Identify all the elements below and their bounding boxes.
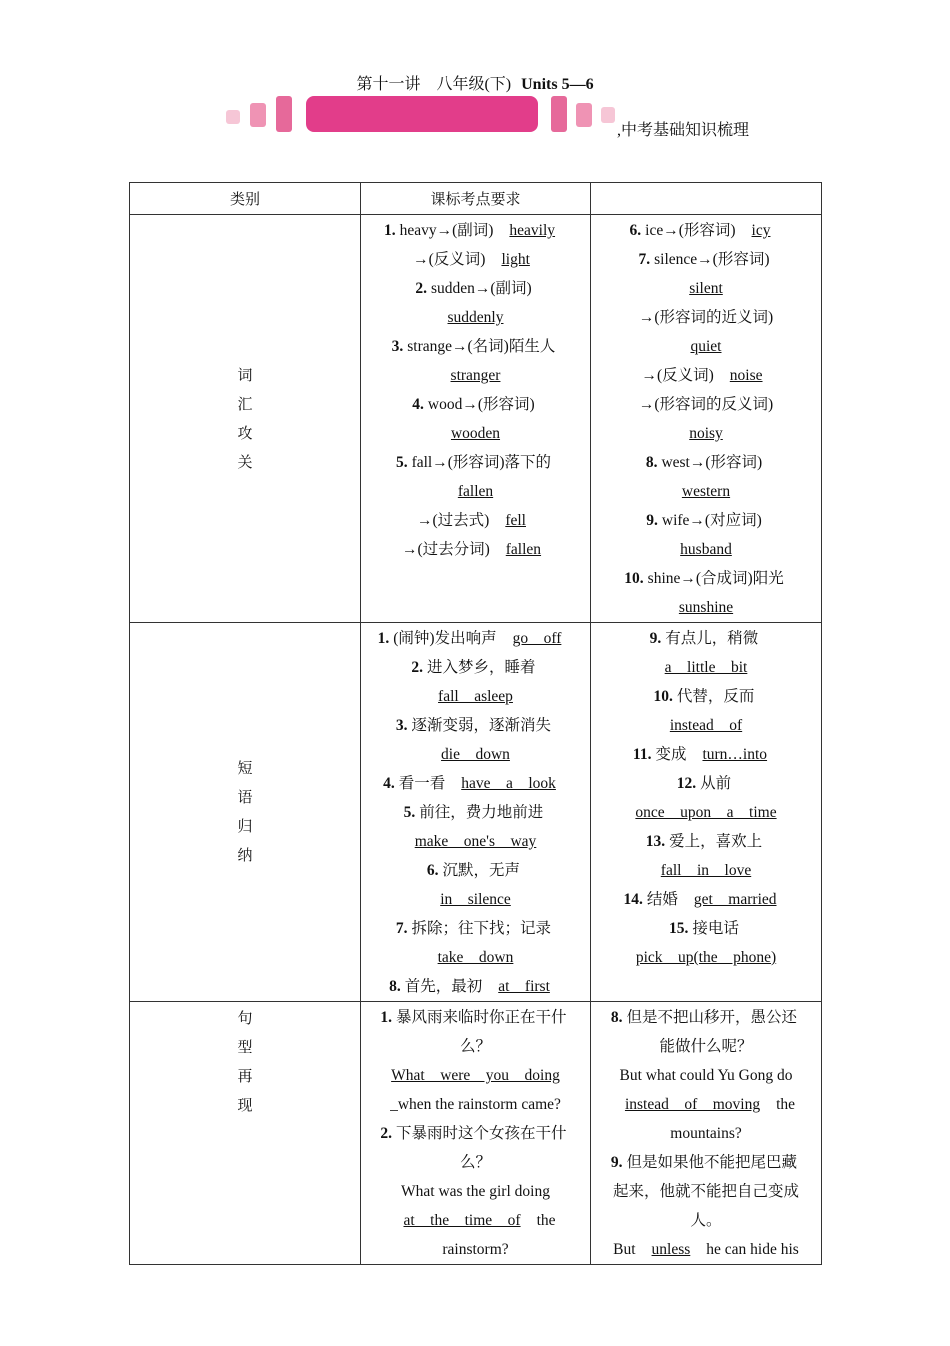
item-text: 逐渐变弱，逐渐消失 xyxy=(411,717,552,734)
item-number: 13. xyxy=(645,833,666,850)
content-line xyxy=(367,1032,584,1061)
item-number: 4. xyxy=(412,396,424,413)
header-category: 类别 xyxy=(130,183,361,215)
banner-square xyxy=(250,103,266,127)
item-text: ice→(形容词) xyxy=(645,222,736,239)
answer-blank: go off xyxy=(512,630,562,647)
content-line xyxy=(597,1061,815,1090)
content-line xyxy=(367,1003,584,1032)
item-number: 8. xyxy=(610,1009,623,1026)
units-title: Units 5—6 xyxy=(521,76,594,93)
category-cell xyxy=(130,1002,361,1265)
answer-blank: western xyxy=(681,483,731,500)
answer-blank: fallen xyxy=(505,541,542,558)
content-cell-right xyxy=(591,623,822,1002)
category-char: 型 xyxy=(237,1038,253,1056)
content-line xyxy=(597,1148,815,1177)
item-text: →(反义词) xyxy=(413,251,486,268)
item-text: 有点儿，稍微 xyxy=(665,630,759,647)
content-line xyxy=(367,1235,584,1264)
item-text: 但是如果他不能把尾巴藏 xyxy=(626,1154,798,1171)
category-char: 句 xyxy=(237,1009,253,1027)
answer-blank: instead of xyxy=(669,717,743,734)
content-line xyxy=(367,1061,584,1090)
item-number: 10. xyxy=(653,688,673,705)
table-row xyxy=(130,623,822,1002)
item-text: What was the girl doing xyxy=(401,1183,550,1200)
content-line xyxy=(597,593,815,622)
banner-square xyxy=(601,107,615,123)
item-text: →(反义词) xyxy=(641,367,714,384)
item-number: 2. xyxy=(411,659,424,676)
section-label: ,中考基础知识梳理 xyxy=(617,122,750,139)
item-number: 3. xyxy=(391,338,404,355)
item-text: →(形容词的近义词) xyxy=(638,309,774,326)
item-number: 9. xyxy=(649,630,662,647)
item-text-after: the xyxy=(536,1212,556,1229)
category-char: 现 xyxy=(237,1096,253,1114)
header-requirements: 课标考点要求 xyxy=(361,183,591,215)
content-line xyxy=(597,711,815,740)
item-text: 首先，最初 xyxy=(404,978,483,995)
content-line xyxy=(367,798,584,827)
content-line xyxy=(367,711,584,740)
item-text: 看一看 xyxy=(398,775,446,792)
answer-blank: have a look xyxy=(461,775,556,792)
item-text: 结婚 xyxy=(646,891,678,908)
item-text: 变成 xyxy=(655,746,687,763)
answer-blank: at first xyxy=(498,978,550,995)
answer-blank: stranger xyxy=(450,367,501,384)
table-row xyxy=(130,215,822,623)
header-blank xyxy=(591,183,822,215)
item-number: 6. xyxy=(629,222,642,239)
content-line xyxy=(597,332,815,361)
item-text: 沉默，无声 xyxy=(442,862,521,879)
answer-blank: make one's way xyxy=(414,833,537,850)
answer-blank: fall asleep xyxy=(438,688,513,705)
item-number: 6. xyxy=(426,862,439,879)
item-number: 3. xyxy=(395,717,408,734)
item-number: 1. xyxy=(380,1009,393,1026)
category-char: 词 xyxy=(237,365,253,384)
item-number: 1. xyxy=(383,222,396,239)
content-line xyxy=(597,245,815,274)
table-header-row xyxy=(130,183,822,215)
content-line xyxy=(597,682,815,711)
category-cell xyxy=(130,215,361,623)
item-text: 拆除；往下找；记录 xyxy=(411,920,552,937)
content-line xyxy=(367,1177,584,1206)
item-text: fall→(形容词)落下的 xyxy=(411,454,552,471)
item-text: But what could Yu Gong do xyxy=(619,1067,793,1084)
content-cell-left xyxy=(361,215,591,623)
item-text: (闹钟)发出响声 xyxy=(393,630,497,647)
content-line xyxy=(367,653,584,682)
banner-square xyxy=(551,96,567,132)
item-text: 人。 xyxy=(690,1212,722,1229)
answer-blank: turn…into xyxy=(702,746,768,763)
content-line xyxy=(597,1032,815,1061)
content-line xyxy=(367,535,584,564)
answer-blank: silent xyxy=(689,280,723,297)
item-text: →(形容词的反义词) xyxy=(638,396,774,413)
banner-pill xyxy=(306,96,538,132)
content-line xyxy=(597,274,815,303)
content-line xyxy=(367,477,584,506)
category-char: 纳 xyxy=(237,846,253,864)
answer-blank: in silence xyxy=(440,891,511,908)
item-text: 爱上，喜欢上 xyxy=(669,833,763,850)
answer-blank: fall in love xyxy=(660,862,752,879)
answer-blank: noisy xyxy=(689,425,723,442)
content-line xyxy=(367,1206,584,1235)
item-number: 2. xyxy=(415,280,427,297)
content-line xyxy=(367,682,584,711)
content-line xyxy=(367,624,584,653)
answer-blank: once upon a time xyxy=(635,804,777,821)
answer-blank: a little bit xyxy=(664,659,748,676)
item-text-after: he can hide his xyxy=(706,1241,799,1258)
item-text: 起来，他就不能把自己变成 xyxy=(612,1183,799,1200)
content-cell-left xyxy=(361,623,591,1002)
content-line xyxy=(367,274,584,303)
content-line xyxy=(367,245,584,274)
item-text: 么？ xyxy=(459,1038,491,1055)
item-text: 么？ xyxy=(459,1154,491,1171)
item-text-after: the xyxy=(776,1096,796,1113)
content-line xyxy=(597,564,815,593)
content-line xyxy=(597,1206,815,1235)
answer-blank: fallen xyxy=(457,483,494,500)
item-text: 暴风雨来临时你正在干什 xyxy=(396,1009,567,1026)
answer-blank: fell xyxy=(505,512,526,529)
banner-square xyxy=(576,103,592,127)
category-char: 攻 xyxy=(237,423,253,442)
content-line xyxy=(367,943,584,972)
category-char: 汇 xyxy=(237,394,253,413)
content-line xyxy=(367,885,584,914)
content-line xyxy=(597,624,815,653)
answer-blank: icy xyxy=(751,222,771,239)
content-line xyxy=(367,1148,584,1177)
answer-blank: suddenly xyxy=(447,309,504,326)
item-text: wife→(对应词) xyxy=(661,512,762,529)
content-line xyxy=(367,506,584,535)
category-char: 短 xyxy=(237,759,253,777)
content-line xyxy=(367,1090,584,1119)
item-text: 接电话 xyxy=(692,920,739,937)
content-line xyxy=(597,390,815,419)
content-line xyxy=(597,535,815,564)
content-line xyxy=(597,827,815,856)
answer-blank: get married xyxy=(693,891,777,908)
content-line xyxy=(367,1119,584,1148)
table-row xyxy=(130,1002,822,1265)
item-text: →(过去式) xyxy=(417,512,490,529)
item-text: wood→(形容词) xyxy=(427,396,535,413)
item-text: 能做什么呢？ xyxy=(659,1038,753,1055)
item-number: 8. xyxy=(645,454,658,471)
category-char: 关 xyxy=(237,452,253,471)
content-line xyxy=(597,419,815,448)
lecture-title: 第十一讲 八年级(下) xyxy=(356,76,512,93)
content-line xyxy=(597,885,815,914)
item-number: 2. xyxy=(380,1125,393,1142)
answer-blank: light xyxy=(501,251,530,268)
content-line xyxy=(597,653,815,682)
answer-blank: sunshine xyxy=(678,599,734,616)
content-line xyxy=(367,419,584,448)
answer-blank: wooden xyxy=(450,425,501,442)
content-line xyxy=(367,769,584,798)
content-line xyxy=(367,216,584,245)
item-number: 7. xyxy=(395,920,408,937)
item-text: mountains? xyxy=(670,1125,742,1142)
item-text: 进入梦乡，睡着 xyxy=(427,659,536,676)
item-text: strange→(名词)陌生人 xyxy=(407,338,556,355)
content-line xyxy=(367,303,584,332)
content-line xyxy=(597,856,815,885)
item-text: _when the rainstorm came? xyxy=(390,1096,561,1113)
content-line xyxy=(367,914,584,943)
item-number: 1. xyxy=(377,630,390,647)
category-cell xyxy=(130,623,361,1002)
item-number: 5. xyxy=(395,454,408,471)
item-text: west→(形容词) xyxy=(661,454,763,471)
answer-blank: pick up(the phone) xyxy=(635,949,777,966)
content-line xyxy=(367,448,584,477)
item-number: 15. xyxy=(669,920,689,937)
answer-blank: What were you doing xyxy=(391,1067,560,1084)
content-line xyxy=(597,1177,815,1206)
answer-blank: heavily xyxy=(509,222,556,239)
answer-blank: at the time of xyxy=(403,1212,521,1229)
content-line xyxy=(597,216,815,245)
item-number: 7. xyxy=(638,251,651,268)
category-char: 再 xyxy=(237,1067,253,1085)
answer-blank: husband xyxy=(680,541,732,558)
item-text: sudden→(副词) xyxy=(430,280,532,297)
item-number: 12. xyxy=(676,775,697,792)
banner-square xyxy=(276,96,292,132)
category-char: 归 xyxy=(237,817,253,835)
item-number: 9. xyxy=(610,1154,623,1171)
content-line xyxy=(597,914,815,943)
answer-blank: die down xyxy=(441,746,510,763)
content-line xyxy=(597,1119,815,1148)
item-number: 8. xyxy=(389,978,401,995)
category-char: 语 xyxy=(237,788,253,806)
answer-blank: instead of moving xyxy=(624,1096,761,1113)
page-title xyxy=(0,71,950,94)
content-line xyxy=(597,506,815,535)
content-line xyxy=(597,769,815,798)
item-text: 前往，费力地前进 xyxy=(419,804,544,821)
content-line xyxy=(597,1003,815,1032)
content-line xyxy=(597,448,815,477)
item-number: 11. xyxy=(632,746,652,763)
knowledge-table xyxy=(129,182,822,1265)
content-line xyxy=(367,827,584,856)
item-text: →(过去分词) xyxy=(401,541,490,558)
item-text: heavy→(副词) xyxy=(399,222,494,239)
content-line xyxy=(597,943,815,972)
content-line xyxy=(367,332,584,361)
item-number: 9. xyxy=(646,512,658,529)
answer-blank: quiet xyxy=(690,338,722,355)
content-cell-left xyxy=(361,1002,591,1265)
content-line xyxy=(597,1235,815,1264)
answer-blank: take down xyxy=(437,949,514,966)
item-text: 从前 xyxy=(700,775,732,792)
item-text: But xyxy=(613,1241,636,1258)
content-line xyxy=(597,740,815,769)
answer-blank: noise xyxy=(729,367,763,384)
banner-square xyxy=(226,110,240,124)
item-text: 下暴雨时这个女孩在干什 xyxy=(396,1125,567,1142)
item-number: 14. xyxy=(623,891,643,908)
item-text: 但是不把山移开，愚公还 xyxy=(626,1009,798,1026)
item-text: shine→(合成词)阳光 xyxy=(647,570,784,587)
content-line xyxy=(597,303,815,332)
item-text: 代替，反而 xyxy=(676,688,755,705)
item-number: 4. xyxy=(383,775,395,792)
content-line xyxy=(597,361,815,390)
item-text: rainstorm? xyxy=(442,1241,509,1258)
answer-blank: unless xyxy=(651,1241,691,1258)
content-line xyxy=(367,361,584,390)
content-line xyxy=(367,856,584,885)
content-cell-right xyxy=(591,215,822,623)
content-line xyxy=(367,390,584,419)
content-line xyxy=(367,740,584,769)
content-line xyxy=(597,1090,815,1119)
item-number: 5. xyxy=(403,804,416,821)
content-line xyxy=(597,798,815,827)
content-line xyxy=(367,972,584,1001)
content-line xyxy=(597,477,815,506)
content-cell-right xyxy=(591,1002,822,1265)
item-number: 10. xyxy=(624,570,644,587)
item-text: silence→(形容词) xyxy=(654,251,770,268)
